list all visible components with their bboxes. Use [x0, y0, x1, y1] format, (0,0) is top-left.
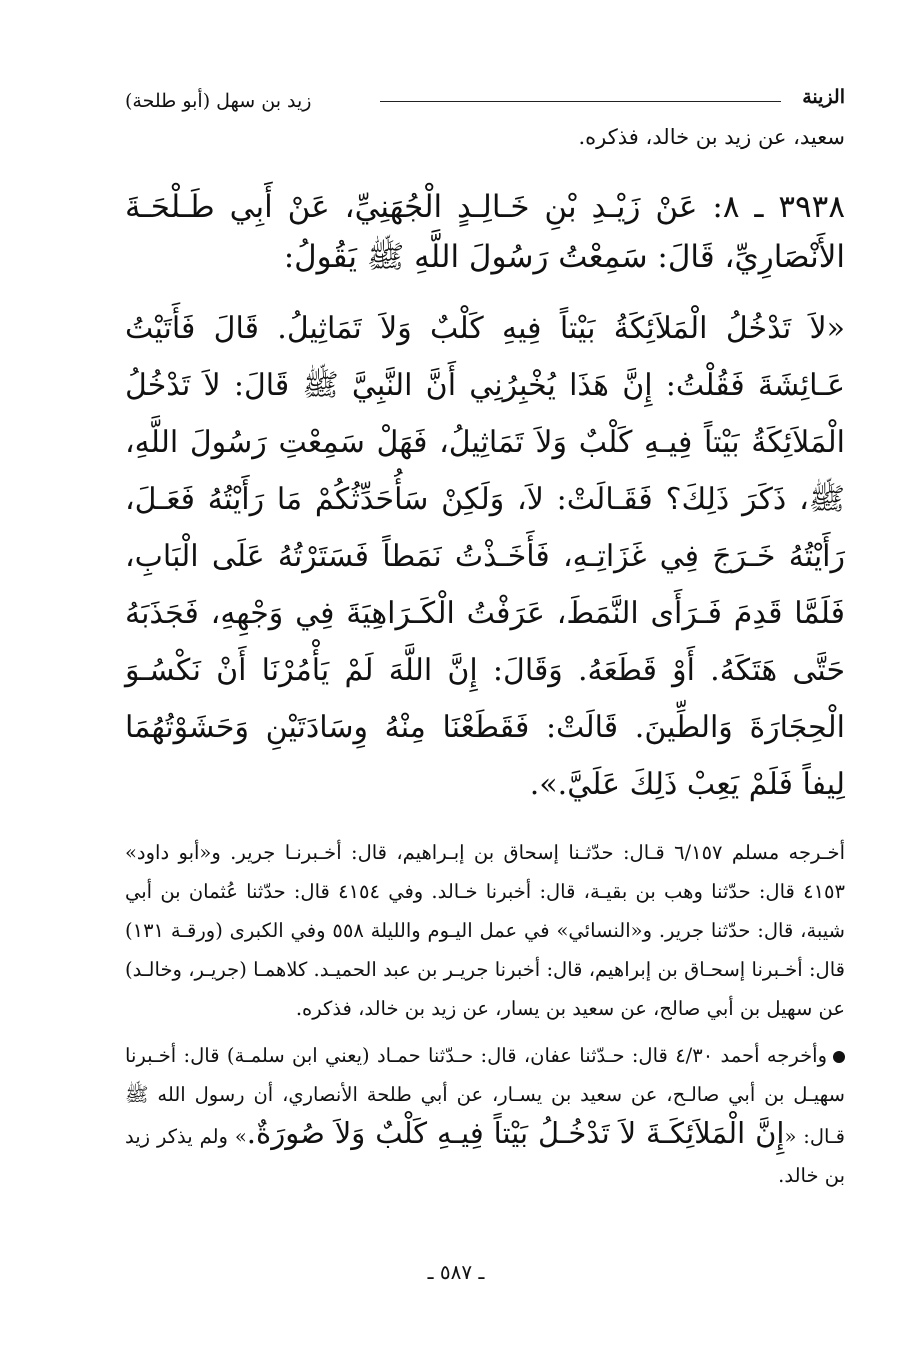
header-rule — [380, 101, 781, 102]
page-number: ـ ٥٨٧ ـ — [427, 1260, 485, 1284]
takhrij-paragraph-1: أخـرجه مسلم ٦/١٥٧ قـال: حدّثـنا إسحاق بن إبـراهيم، قال: أخـبرنـا جرير. و«أبو داود» ٤١٥٣ قال: حدّثنا وهب بن بقيـة، قال: أخبرنا خـالد. وفي ٤١٥٤ قال: حدّثنا عُثمان بن أبي شيبة، قال: حدّثنا جرير. و«النسائي» في عمل اليـوم والليلة ٥٥٨ وفي الكبرى (ورقـة ١٣١) قال: أخـبرنا إسحـاق بن إبراهيم، قال: أخبرنا جريـر بن عبد الحميـد. كلاهمـا (جريـر، وخالـد) عن سهيل بن أبي صالح، عن سعيد بن يسار، عن زيد بن خالد، فذكره. — [125, 841, 846, 1020]
takhrij-paragraph-2-text: وأخرجه أحمد ٤/٣٠ قال: حـدّثنا عفان، قال: حـدّثنا حمـاد (يعني ابن سلمـة) قال: أخـبرنا سهيـل بن أبي صالـح، عن سعيد بن يسـار، عن أبي طلحة الأنصاري، أن رسول الله ﷺ قـال: « — [125, 1044, 845, 1148]
hadith-heading: ٣٩٣٨ ـ ٨: عَنْ زَيْـدِ بْنِ خَـالِـدٍ الْجُهَنِيِّ، عَنْ أَبِي طَـلْحَـةَ الأَنْصَارِيِّ، قَالَ: سَمِعْتُ رَسُولَ اللَّهِ ﷺ يَقُولُ: — [125, 189, 845, 275]
takhrij-paragraph-2-end: » ولم يذكر زيد بن خالد. — [125, 1125, 845, 1187]
continuation-text: سعيد، عن زيد بن خالد، فذكره. — [578, 125, 845, 149]
takhrij-paragraph-2 — [125, 1036, 845, 1195]
chapter-title: زيد بن سهل (أبو طلحة) — [125, 90, 312, 112]
bullet-icon — [833, 1051, 845, 1063]
running-title: الزينة — [802, 86, 845, 108]
page-header — [125, 80, 845, 114]
book-page — [125, 80, 845, 1195]
hadith-text: «لاَ تَدْخُلُ الْمَلاَئِكَةُ بَيْتاً فِيهِ كَلْبٌ وَلاَ تَمَاثِيلُ. قَالَ فَأَتَيْتُ عَـائِشَةَ فَقُلْتُ: إِنَّ هَذَا يُخْبِرُنِي أَنَّ النَّبِيَّ ﷺ قَالَ: لاَ تَدْخُلُ الْمَلاَئِكَةُ بَيْتاً فِيـهِ كَلْبٌ وَلاَ تَمَاثِيلُ، فَهَلْ سَمِعْتِ رَسُولَ اللَّهِ، ﷺ، ذَكَرَ ذَلِكَ؟ فَقَـالَتْ: لاَ، وَلَكِنْ سَأُحَدِّثُكُمْ مَا رَأَيْتُهُ فَعَـلَ، رَأَيْتُهُ خَـرَجَ فِي غَزَاتِـهِ، فَأَخَـذْتُ نَمَطاً فَسَتَرْتُهُ عَلَى الْبَابِ، فَلَمَّا قَدِمَ فَـرَأَى النَّمَطَ، عَرَفْتُ الْكَـرَاهِيَةَ فِي وَجْهِهِ، فَجَذَبَهُ حَتَّى هَتَكَهُ. أَوْ قَطَعَهُ. وَقَالَ: إِنَّ اللَّهَ لَمْ يَأْمُرْنَا أَنْ نَكْسُـوَ الْحِجَارَةَ وَالطِّينَ. قَالَتْ: فَقَطَعْنَا مِنْهُ وِسَادَتَيْنِ وَحَشَوْتُهُمَا لِيفاً فَلَمْ يَعِبْ ذَلِكَ عَلَيَّ.». — [125, 311, 845, 802]
takhrij-quote: إِنَّ الْمَلاَئِكَـةَ لاَ تَدْخُـلُ بَيْتاً فِيـهِ كَلْبٌ وَلاَ صُورَةٌ. — [246, 1116, 785, 1150]
